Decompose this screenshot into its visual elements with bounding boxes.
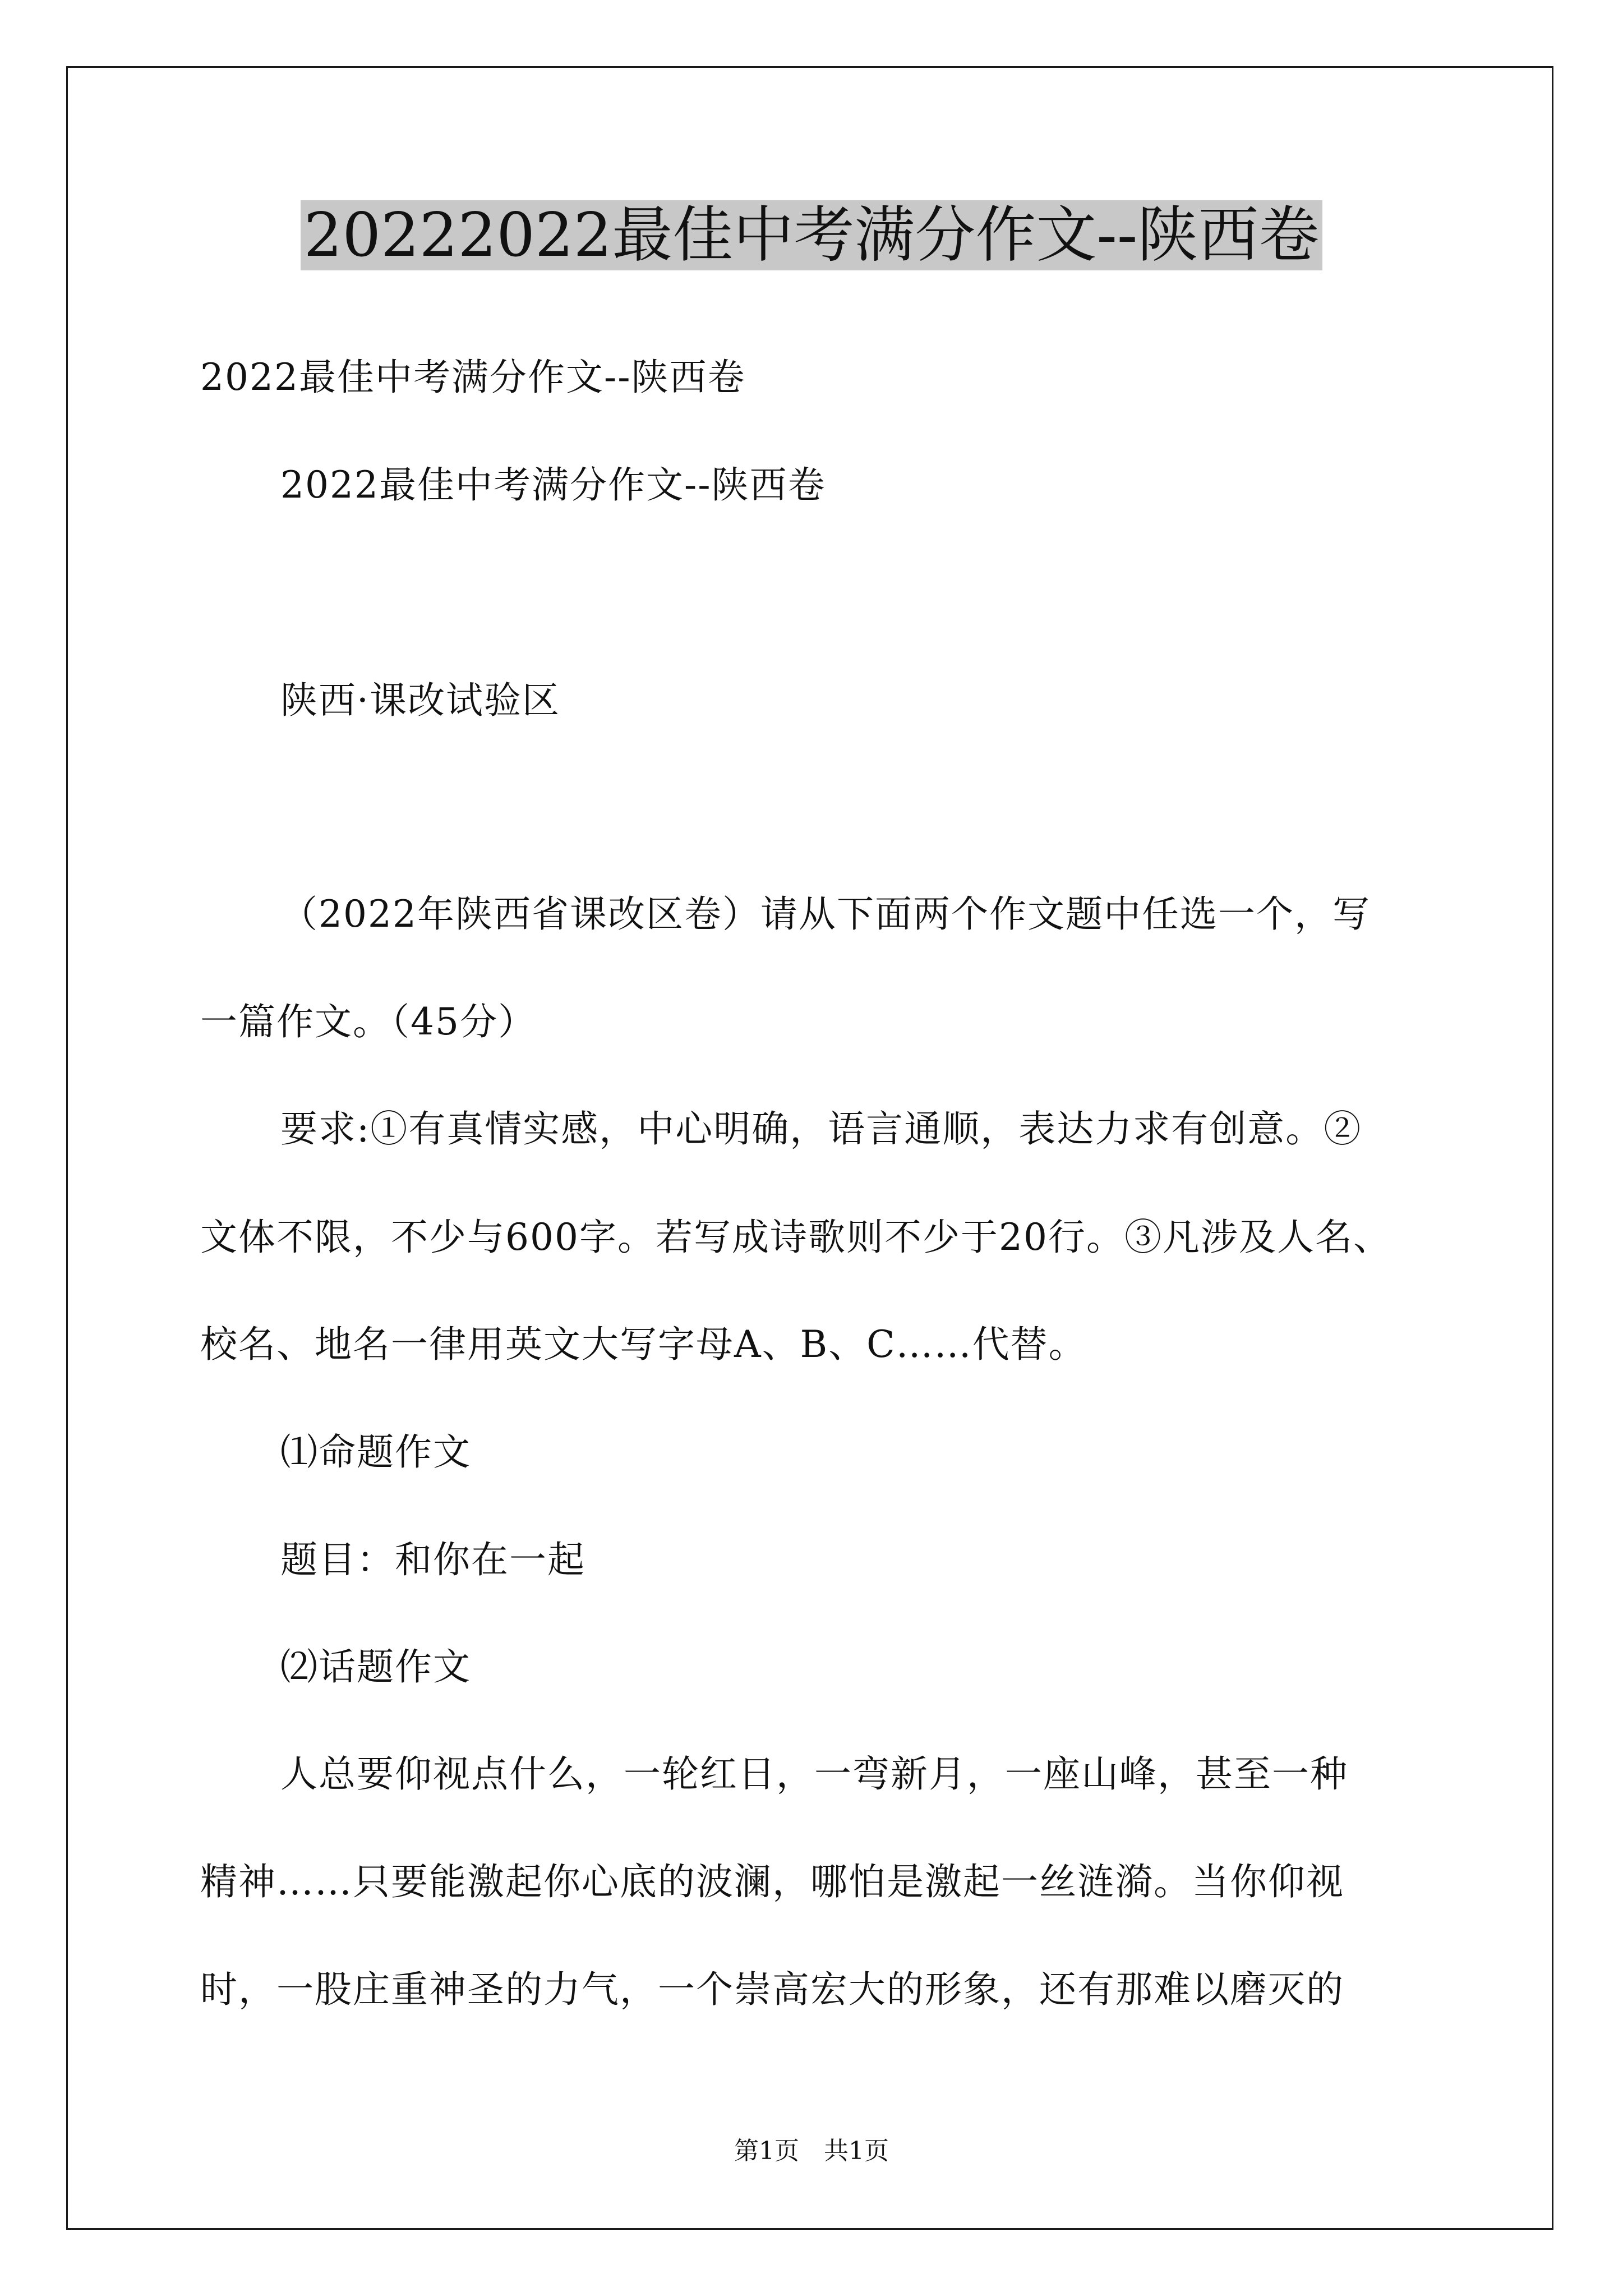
body-line: 时，一股庄重神圣的力气，一个崇高宏大的形象，还有那难以磨灭的 [200, 1968, 1344, 2011]
region-line: 陕西·课改试验区 [280, 679, 560, 722]
document-title [0, 194, 1623, 278]
document-title-text: 20222022最佳中考满分作文--陕西卷 [301, 200, 1323, 270]
subtitle-indented-line: 2022最佳中考满分作文--陕西卷 [280, 463, 826, 507]
body-line: 精神……只要能激起你心底的波澜，哪怕是激起一丝涟漪。当你仰视 [200, 1860, 1344, 1903]
section-heading: ⑴命题作文 [280, 1430, 471, 1474]
body-line: 一篇作文。（45分） [200, 1000, 536, 1043]
body-line: 文体不限，不少与600字。若写成诗歌则不少于20行。③凡涉及人名、 [200, 1216, 1391, 1259]
topic-line: 题目：和你在一起 [280, 1538, 585, 1581]
body-line: 人总要仰视点什么，一轮红日，一弯新月，一座山峰，甚至一种 [280, 1752, 1348, 1796]
body-line: （2022年陕西省课改区卷）请从下面两个作文题中任选一个，写 [280, 892, 1371, 936]
page-footer: 第1页 共1页 [734, 2137, 889, 2165]
subtitle-line: 2022最佳中考满分作文--陕西卷 [200, 356, 746, 399]
body-line: 校名、地名一律用英文大写字母A、B、C……代替。 [200, 1323, 1087, 1366]
section-heading: ⑵话题作文 [280, 1645, 471, 1688]
body-line: 要求:①有真情实感，中心明确，语言通顺，表达力求有创意。② [280, 1107, 1362, 1151]
